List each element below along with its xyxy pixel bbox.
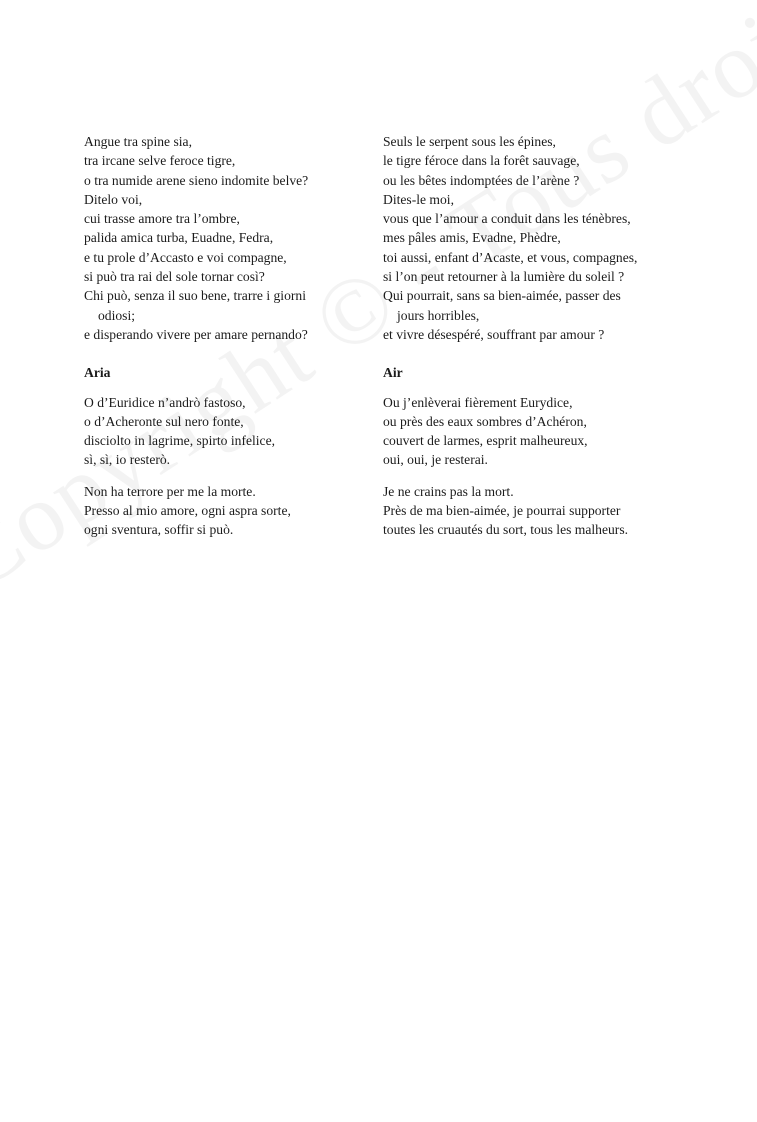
verse-line: vous que l’amour a conduit dans les ténèbres, bbox=[383, 211, 631, 227]
aria-heading: Aria bbox=[84, 365, 111, 381]
verse-line: tra ircane selve feroce tigre, bbox=[84, 153, 236, 169]
verse-line: cui trasse amore tra l’ombre, bbox=[84, 211, 240, 227]
french-recitative bbox=[383, 132, 683, 344]
verse-line: si può tra rai del sole tornar così? bbox=[84, 269, 265, 285]
verse-line: o tra numide arene sieno indomite belve? bbox=[84, 172, 309, 188]
verse-line: toi aussi, enfant d’Acaste, et vous, compagnes, bbox=[383, 249, 638, 265]
verse-line: Presso al mio amore, ogni aspra sorte, bbox=[84, 503, 291, 519]
verse-line: sì, sì, io resterò. bbox=[84, 452, 171, 468]
italian-aria-stanza-1 bbox=[84, 393, 354, 470]
verse-line: Angue tra spine sia, bbox=[84, 134, 192, 149]
verse-line: oui, oui, je resterai. bbox=[383, 452, 488, 468]
verse-line: Qui pourrait, sans sa bien-aimée, passer des bbox=[383, 288, 621, 304]
verse-line: couvert de larmes, esprit malheureux, bbox=[383, 433, 588, 449]
verse-line: Près de ma bien-aimée, je pourrai supporter bbox=[383, 503, 621, 519]
verse-line: o d’Acheronte sul nero fonte, bbox=[84, 413, 244, 429]
verse-line: O d’Euridice n’andrò fastoso, bbox=[84, 394, 246, 410]
italian-recitative bbox=[84, 132, 354, 344]
verse-line: Seuls le serpent sous les épines, bbox=[383, 134, 556, 149]
verse-line: Je ne crains pas la mort. bbox=[383, 483, 514, 499]
air-heading: Air bbox=[383, 365, 403, 381]
verse-line: ou les bêtes indomptées de l’arène ? bbox=[383, 172, 580, 188]
verse-line-continuation: jours horribles, bbox=[397, 307, 480, 323]
verse-line-continuation: odiosi; bbox=[98, 307, 136, 323]
verse-line: e disperando vivere per amare pernando? bbox=[84, 326, 308, 342]
verse-line: Ditelo voi, bbox=[84, 191, 143, 207]
italian-aria-stanza-2 bbox=[84, 482, 354, 540]
verse-line: Chi può, senza il suo bene, trarre i giorni bbox=[84, 288, 306, 304]
verse-line: ogni sventura, soffir si può. bbox=[84, 522, 234, 538]
verse-line: ou près des eaux sombres d’Achéron, bbox=[383, 413, 587, 429]
verse-line: toutes les cruautés du sort, tous les malheurs. bbox=[383, 522, 629, 538]
french-air-stanza-1 bbox=[383, 393, 683, 470]
verse-line: Non ha terrore per me la morte. bbox=[84, 483, 256, 499]
verse-line: e tu prole d’Accasto e voi compagne, bbox=[84, 249, 287, 265]
verse-line: et vivre désespéré, souffrant par amour ? bbox=[383, 326, 605, 342]
verse-line: Dites-le moi, bbox=[383, 191, 454, 207]
verse-line: disciolto in lagrime, spirto infelice, bbox=[84, 433, 276, 449]
verse-line: Ou j’enlèverai fièrement Eurydice, bbox=[383, 394, 573, 410]
verse-line: le tigre féroce dans la forêt sauvage, bbox=[383, 153, 580, 169]
verse-line: palida amica turba, Euadne, Fedra, bbox=[84, 230, 274, 246]
verse-line: si l’on peut retourner à la lumière du soleil ? bbox=[383, 269, 625, 285]
french-air-stanza-2 bbox=[383, 482, 683, 540]
italian-column bbox=[84, 132, 354, 540]
verse-line: mes pâles amis, Evadne, Phèdre, bbox=[383, 230, 561, 246]
french-column bbox=[383, 132, 683, 540]
